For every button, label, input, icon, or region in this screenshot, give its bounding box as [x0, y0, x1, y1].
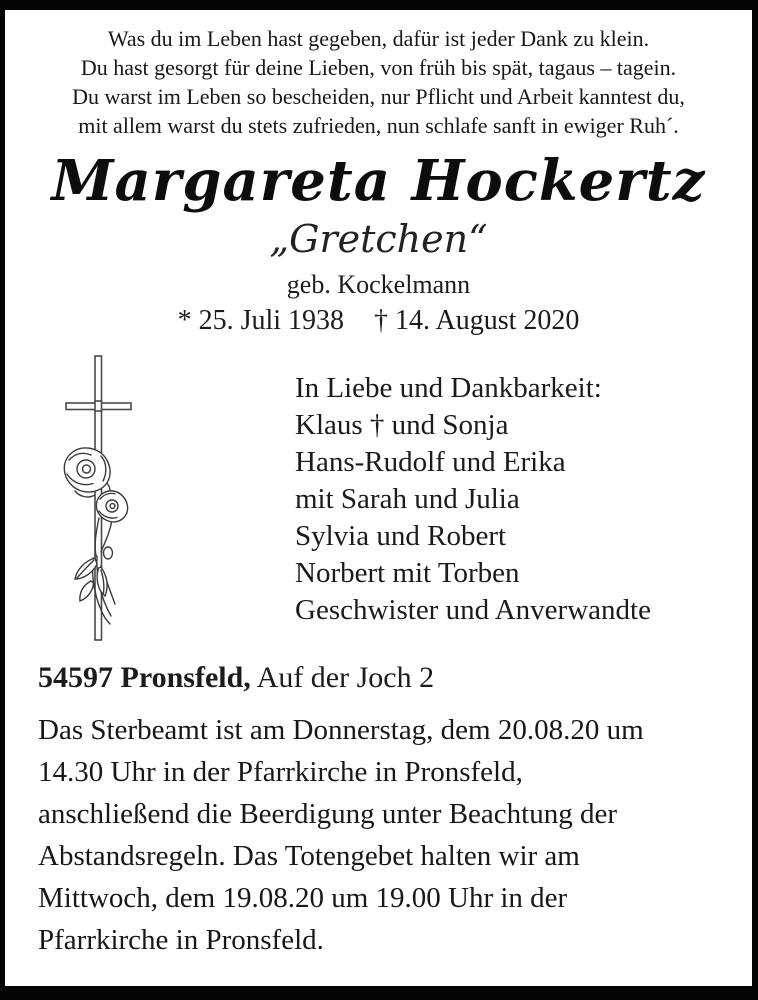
mourners-list: [295, 352, 651, 629]
poem-line: Du warst im Leben so bescheiden, nur Pflicht und Arbeit kanntest du,: [72, 84, 685, 109]
announcement-line: Das Sterbeamt ist am Donnerstag, dem 20.08.20 um: [38, 714, 644, 746]
mourner-line: Hans-Rudolf und Erika: [295, 446, 566, 478]
life-dates: [5, 304, 752, 338]
birth-date: * 25. Juli 1938: [177, 305, 345, 336]
figure-container: [55, 352, 205, 649]
mourner-line: mit Sarah und Julia: [295, 483, 520, 515]
poem-line: mit allem warst du stets zufrieden, nun schlafe sanft in ewiger Ruh´.: [78, 113, 679, 138]
announcement-line: 14.30 Uhr in der Pfarrkirche in Pronsfeld,: [38, 756, 523, 788]
deceased-name: Margareta Hockertz: [51, 148, 706, 214]
announcement-line: anschließend die Beerdigung unter Beachtung der: [38, 798, 617, 830]
mourner-line: Klaus † und Sonja: [295, 409, 509, 441]
address-street: Auf der Joch 2: [256, 661, 435, 694]
deceased-nickname: „Gretchen“: [269, 217, 488, 261]
funeral-announcement: [38, 709, 744, 961]
cross-with-roses-icon: [55, 352, 205, 644]
memorial-poem: [5, 24, 752, 140]
announcement-line: Pfarrkirche in Pronsfeld.: [38, 924, 324, 956]
poem-line: Was du im Leben hast gegeben, dafür ist jeder Dank zu klein.: [107, 26, 650, 51]
poem-line: Du hast gesorgt für deine Lieben, von früh bis spät, tagaus – tagein.: [80, 55, 677, 80]
death-date: † 14. August 2020: [374, 305, 580, 336]
maiden-name: geb. Kockelmann: [286, 270, 471, 299]
figure-and-mourners-row: [5, 352, 752, 649]
announcement-line: Abstandsregeln. Das Totengebet halten wir am: [38, 840, 580, 872]
mourner-line: Norbert mit Torben: [295, 557, 520, 589]
address-city: 54597 Pronsfeld,: [38, 661, 251, 694]
mourner-line: Geschwister und Anverwandte: [295, 594, 651, 626]
announcement-line: Mittwoch, dem 19.08.20 um 19.00 Uhr in der: [38, 882, 568, 914]
mourners-intro: In Liebe und Dankbarkeit:: [295, 372, 602, 404]
mourner-line: Sylvia und Robert: [295, 520, 507, 552]
address-line: [38, 659, 752, 696]
